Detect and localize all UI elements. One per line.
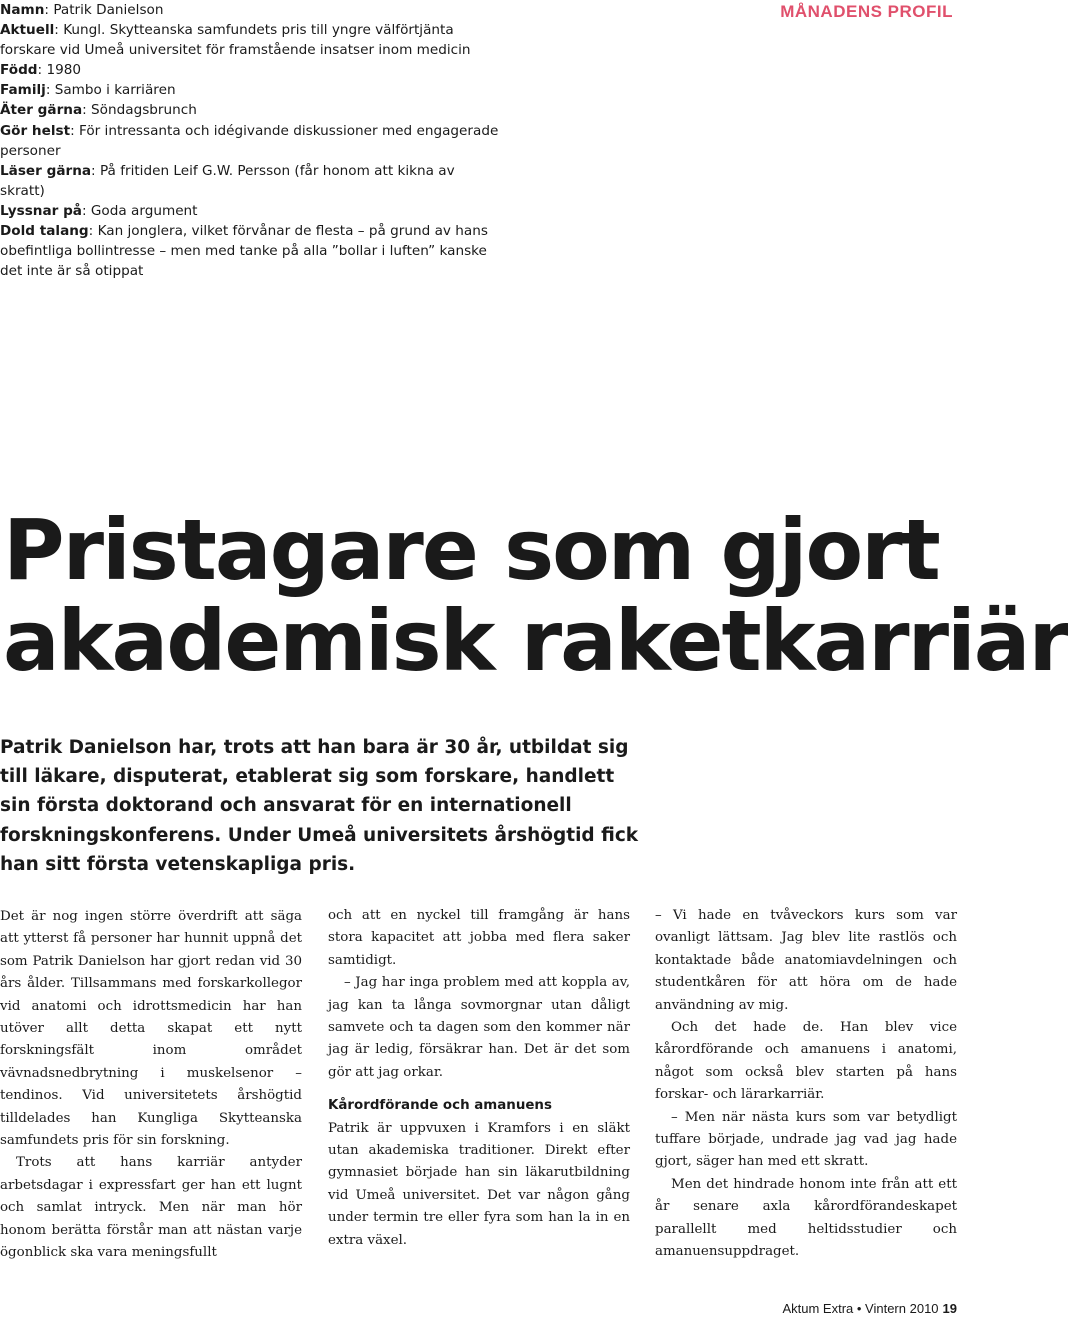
fact-value: På fritiden Leif G.W. Persson (får honom att kikna av skratt) [0, 162, 455, 199]
fact-row: Läser gärna: På fritiden Leif G.W. Persson (får honom att kikna av skratt) [0, 162, 455, 199]
body-paragraph: – Vi hade en tvåveckors kurs som var ovanligt lättsam. Jag blev lite rastlös och kontaktade både anatomiavdelningen och studentkåren för att höra om de hade användning av mig. [655, 908, 957, 1013]
fact-row: Äter gärna: Söndagsbrunch [0, 102, 197, 119]
fact-value: Kungl. Skytteanska samfundets pris till yngre välförtjänta forskare vid Umeå universitet för framstående insatser inom medicin [0, 22, 471, 59]
fact-label: Gör helst [0, 122, 71, 139]
fact-label: Familj [0, 82, 46, 99]
facts-box [0, 0, 500, 281]
body-paragraph: Patrik är uppvuxen i Kramfors i en släkt utan akademiska traditioner. Direkt efter gymnasiet började han sin läkarutbildning vid Umeå universitet. Det var någon gång under termin tre eller fyra som han la in en extra växel. [328, 1120, 630, 1248]
body-paragraph: – Men när nästa kurs som var betydligt tuffare började, undrade jag vad jag hade gjort, säger han med ett skratt. [655, 1109, 957, 1170]
body-paragraph: Trots att hans karriär antyder arbetsdagar i expressfart ger han ett lugnt och samlat intryck. Men när man hör honom berätta förstår man att nästan varje ögonblick ska vara meningsfullt [0, 1155, 302, 1261]
body-paragraph: Men det hindrade honom inte från att ett år senare axla kårordförandeskapet parallellt med heltidsstudier och amanuensuppdraget. [655, 1176, 957, 1260]
fact-value: Patrik Danielson [53, 2, 164, 18]
section-label: MÅNADENS PROFIL [780, 2, 953, 21]
headline-line-1: Pristagare som gjort [3, 501, 939, 599]
fact-row: Lyssnar på: Goda argument [0, 202, 198, 219]
lead-paragraph: Patrik Danielson har, trots att han bara är 30 år, utbildat sig till läkare, disputerat, etablerat sig som forskare, handlett sin första doktorand och ansvarat för en internationell forskningskonferens. Under Umeå universitets årshögtid fick han sitt första vetenskapliga pris. [0, 737, 639, 875]
fact-value: Kan jonglera, vilket förvånar de flesta – på grund av hans obefintliga bollintresse – men med tanke på alla ”bollar i luften” kanske det inte är så otippat [0, 223, 488, 280]
fact-value: Goda argument [90, 202, 198, 219]
fact-value: Söndagsbrunch [91, 102, 197, 119]
fact-label: Dold talang [0, 223, 89, 240]
fact-value: 1980 [46, 62, 82, 79]
body-column-1 [0, 906, 302, 1265]
body-paragraph: – Jag har inga problem med att koppla av, jag kan ta långa sovmorgnar utan dåligt samvete och ta dagen som den kommer när jag är ledig, försäkrar han. Det är det som gör att jag orkar. [328, 975, 630, 1080]
body-paragraph: och att en nyckel till framgång är hans stora kapacitet att jobba med flera saker samtidigt. [328, 908, 630, 968]
fact-label: Aktuell [0, 22, 55, 39]
publication-name: Aktum Extra • Vintern 2010 [782, 1301, 939, 1316]
fact-row: Dold talang: Kan jonglera, vilket förvånar de flesta – på grund av hans obefintliga bollintresse – men med tanke på alla ”bollar i luften” kanske det inte är så otippat [0, 223, 488, 280]
fact-row: Familj: Sambo i karriären [0, 82, 176, 99]
fact-label: Lyssnar på [0, 202, 82, 219]
body-column-2 [328, 905, 630, 1252]
page-footer [782, 1301, 957, 1316]
fact-label: Född [0, 62, 38, 79]
fact-label: Namn [0, 2, 45, 18]
fact-value: Sambo i karriären [54, 82, 176, 99]
headline-line-2: akademisk raketkarriär [3, 592, 1068, 690]
body-paragraph: Det är nog ingen större överdrift att säga att ytterst få personer har hunnit uppnå det som Patrik Danielson har gjort redan vid 30 års ålder. Tillsammans med forskarkollegor vid anatomi och idrottsmedicin har han utöver allt detta skapat ett nytt forskningsfält inom området vävnadsnedbrytning i muskelsenor – tendinos. Vid universitetets årshögtid tilldelades han Kungliga Skytteanska samfundets pris för sin forskning. [0, 909, 302, 1149]
fact-value: För intressanta och idégivande diskussioner med engagerade personer [0, 122, 499, 159]
fact-row: Namn: Patrik Danielson [0, 2, 164, 18]
fact-label: Äter gärna [0, 102, 83, 119]
subheading: Kårordförande och amanuens [328, 1098, 552, 1114]
fact-row: Född: 1980 [0, 62, 82, 79]
headline [3, 501, 1068, 690]
body-column-3 [655, 905, 957, 1264]
page-number: 19 [942, 1301, 957, 1316]
fact-label: Läser gärna [0, 162, 92, 179]
fact-row: Aktuell: Kungl. Skytteanska samfundets pris till yngre välförtjänta forskare vid Umeå universitet för framstående insatser inom medicin [0, 22, 471, 59]
fact-row: Gör helst: För intressanta och idégivande diskussioner med engagerade personer [0, 122, 499, 159]
body-paragraph: Och det hade de. Han blev vice kårordförande och amanuens i anatomi, något som också blev starten på hans forskar- och lärarkarriär. [655, 1020, 957, 1103]
